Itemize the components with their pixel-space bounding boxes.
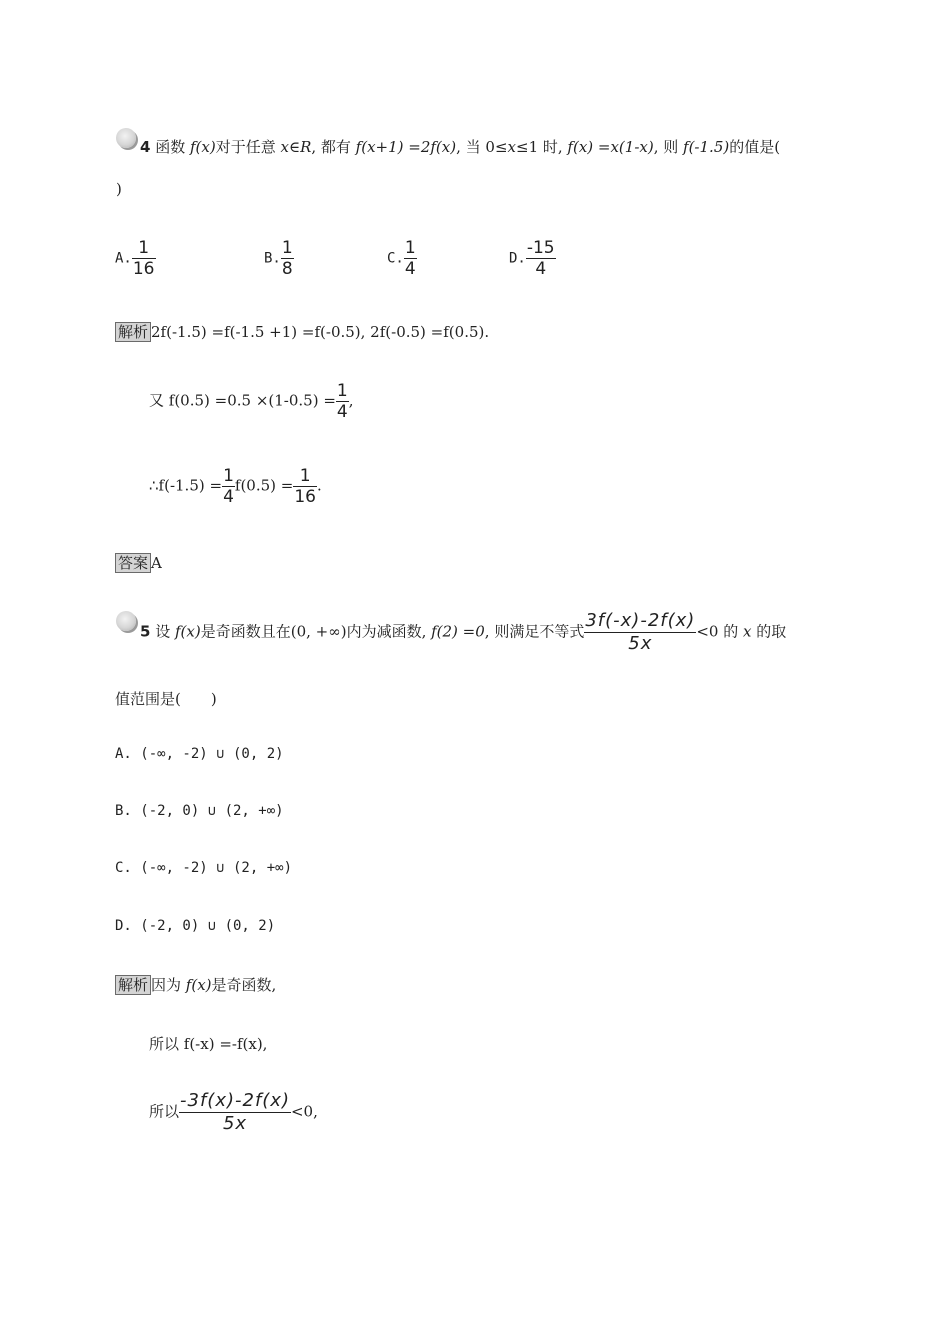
analysis-tag: 解析 (115, 322, 151, 342)
question-5-option-d[interactable]: D. (-2, 0) ∪ (0, 2) (115, 918, 276, 934)
analysis-fraction: $\frac{-3f(x)-2f(x)}{5x}$ (180, 1090, 290, 1134)
question-5-marker (116, 611, 136, 631)
question-4-analysis-line-1: 解析 2f(-1.5) =f(-1.5 +1) =f(-0.5), 2f(-0.5) =f(0.5). (115, 322, 489, 342)
analysis-tag: 解析 (115, 975, 151, 995)
question-5-analysis-line-2: 所以 f(-x) =-f(x), (149, 1035, 268, 1053)
question-5-option-c[interactable]: C. (-∞, -2) ∪ (2, +∞) (115, 860, 293, 876)
question-4-number: 4 (140, 138, 151, 156)
question-5-analysis-line-1: 解析 因为 f(x)是奇函数, (115, 974, 276, 995)
question-4-option-d[interactable]: D. $\frac{-15}{4}$ (509, 238, 555, 279)
question-4-stem: 4 函数 f(x)对于任意 x∈R, 都有 f(x+1) =2f(x), 当 0≤x≤1 时, f(x) =x(1-x), 则 f(-1.5)的值是( (140, 138, 781, 156)
question-4-option-b[interactable]: B. $\frac{1}{8}$ (264, 238, 293, 279)
question-5-number: 5 (140, 622, 151, 641)
question-4-marker (116, 128, 136, 148)
question-5-stem-line-2: 值范围是( ) (115, 690, 217, 708)
question-5-analysis-line-3: 所以 $\frac{-3f(x)-2f(x)}{5x}$ <0, (149, 1090, 318, 1134)
question-4-analysis-line-2: 又 f(0.5) =0.5 ×(1-0.5) = $\frac{1}{4}$ , (149, 381, 354, 422)
answer-tag: 答案 (115, 553, 151, 573)
question-4-stem-close: ) (116, 180, 122, 198)
question-5-option-b[interactable]: B. (-2, 0) ∪ (2, +∞) (115, 803, 284, 819)
question-5-option-a[interactable]: A. (-∞, -2) ∪ (0, 2) (115, 746, 284, 762)
question-4-option-c[interactable]: C. $\frac{1}{4}$ (387, 238, 416, 279)
question-4-answer: 答案 A (115, 553, 162, 573)
question-4-option-a[interactable]: A. $\frac{1}{16}$ (115, 238, 155, 279)
inequality-fraction: $\frac{3f(-x)-2f(x)}{5x}$ (585, 610, 696, 654)
question-4-analysis-line-3: ∴f(-1.5) = $\frac{1}{4}$ f(0.5) = $\frac{1}{16}$ . (149, 466, 322, 507)
question-5-stem: 5 设 f(x)是奇函数且在(0, +∞)内为减函数, f(2) =0, 则满足不等式 $\frac{3f(-x)-2f(x)}{5x}$ <0 的 x 的取 (140, 610, 787, 654)
